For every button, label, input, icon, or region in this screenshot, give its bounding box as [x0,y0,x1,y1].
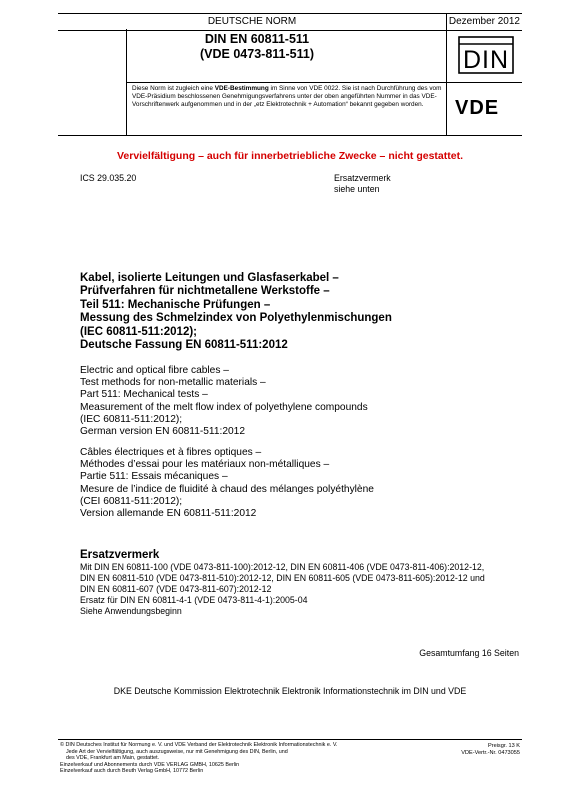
footer-line: © DIN Deutsches Institut für Normung e. V. und VDE Verband der Elektrotechnik Elektronik Informationstechnik e. V. [60,742,338,748]
copyright-footer [60,742,420,775]
footer-line: des VDE, Frankfurt am Main, gestattet. [60,755,160,762]
din-logo-text: DIN [462,46,510,74]
footer-line: Einzelverkauf auch durch Beuth Verlag GmbH, 10772 Berlin [60,768,204,775]
title-line: Mesure de l’indice de fluidité à chaud des mélanges polyéthylène [80,483,374,495]
vde-determination-note: Diese Norm ist zugleich eine VDE-Bestimmung im Sinne von VDE 0022. Sie ist nach Durchführung des vom VDE-Präsidium beschlossenen Genehmigungsverfahrens unter der oben angeführten Nummer in das VDE-Vorschriftenwerk aufgenommen und in der „etz Elektrotechnik + Automation“ bekannt gegeben worden. [132,85,442,108]
replacement-line: DIN EN 60811-510 (VDE 0473-811-510):2012-12, DIN EN 60811-605 (VDE 0473-811-605):2012-12 und [80,573,485,583]
title-line: Prüfverfahren für nichtmetallene Werkstoffe – [80,285,330,298]
footer-line: Jede Art der Vervielfältigung, auch auszugsweise, nur mit Genehmigung des DIN, Berlin, und [60,748,288,755]
header-bar [58,13,522,31]
document-number [126,32,388,80]
title-english [80,365,520,438]
title-line: Partie 511: Essais mécaniques – [80,471,228,483]
copy-warning: Vervielfältigung – auch für innerbetriebliche Zwecke – nicht gestattet. [116,150,463,162]
title-line: Test methods for non-metallic materials – [80,377,266,389]
divider [126,82,522,83]
replacement-hint: Ersatzvermerk siehe unten [334,173,391,194]
replacement-heading: Ersatzvermerk [80,549,160,561]
vde-determination-term: VDE-Bestimmung [214,85,269,92]
norm-type-label: DEUTSCHE NORM [58,14,447,30]
title-french [80,447,520,520]
title-line: (IEC 60811-511:2012); [80,325,197,338]
title-line: Electric and optical fibre cables – [80,365,229,376]
title-line: Câbles électriques et à fibres optiques – [80,447,262,458]
replacement-line: DIN EN 60811-607 (VDE 0473-811-607):2012-12 [80,584,272,594]
title-line: Teil 511: Mechanische Prüfungen – [80,298,271,311]
ics-code: ICS 29.035.20 [80,173,137,183]
title-line: German version EN 60811-511:2012 [80,426,245,438]
divider [58,739,522,740]
title-line: Version allemande EN 60811-511:2012 [80,508,257,520]
divider [58,135,522,136]
title-line: Deutsche Fassung EN 60811-511:2012 [80,339,288,352]
title-line: Messung des Schmelzindex von Polyethylenmischungen [80,312,392,325]
replacement-line: Ersatz für DIN EN 60811-4-1 (VDE 0473-811-4-1):2005-04 [80,595,308,605]
footer-line: Einzelverkauf und Abonnements durch VDE VERLAG GMBH, 10625 Berlin [60,761,240,768]
title-german [80,272,520,352]
title-line: (IEC 60811-511:2012); [80,413,183,425]
title-line: Méthodes d’essai pour les matériaux non-métalliques – [80,459,330,471]
document-number-vde: (VDE 0473-811-511) [200,47,314,61]
vde-logo: VDE [455,97,500,119]
title-line: Measurement of the melt flow index of polyethylene compounds [80,401,368,413]
price-info [461,743,520,757]
title-line: (CEI 60811-511:2012); [80,495,183,507]
price-group: Preisgr. 13 K [487,743,520,749]
order-number: VDE-Vertr.-Nr. 0473055 [461,750,520,756]
document-number-din: DIN EN 60811-511 [204,32,310,46]
replacement-line: Siehe Anwendungsbeginn [80,606,182,616]
publication-date: Dezember 2012 [448,16,520,27]
replacement-notice [80,562,520,617]
title-line: Part 511: Mechanical tests – [80,389,208,401]
dke-commission: DKE Deutsche Kommission Elektrotechnik Elektronik Informationstechnik im DIN und VDE [113,686,467,696]
din-logo [458,36,514,74]
title-line: Kabel, isolierte Leitungen und Glasfaserkabel – [80,272,339,284]
total-pages: Gesamtumfang 16 Seiten [419,648,519,658]
replacement-line: Mit DIN EN 60811-100 (VDE 0473-811-100):2012-12, DIN EN 60811-406 (VDE 0473-811-406):2012-12, [80,562,485,572]
